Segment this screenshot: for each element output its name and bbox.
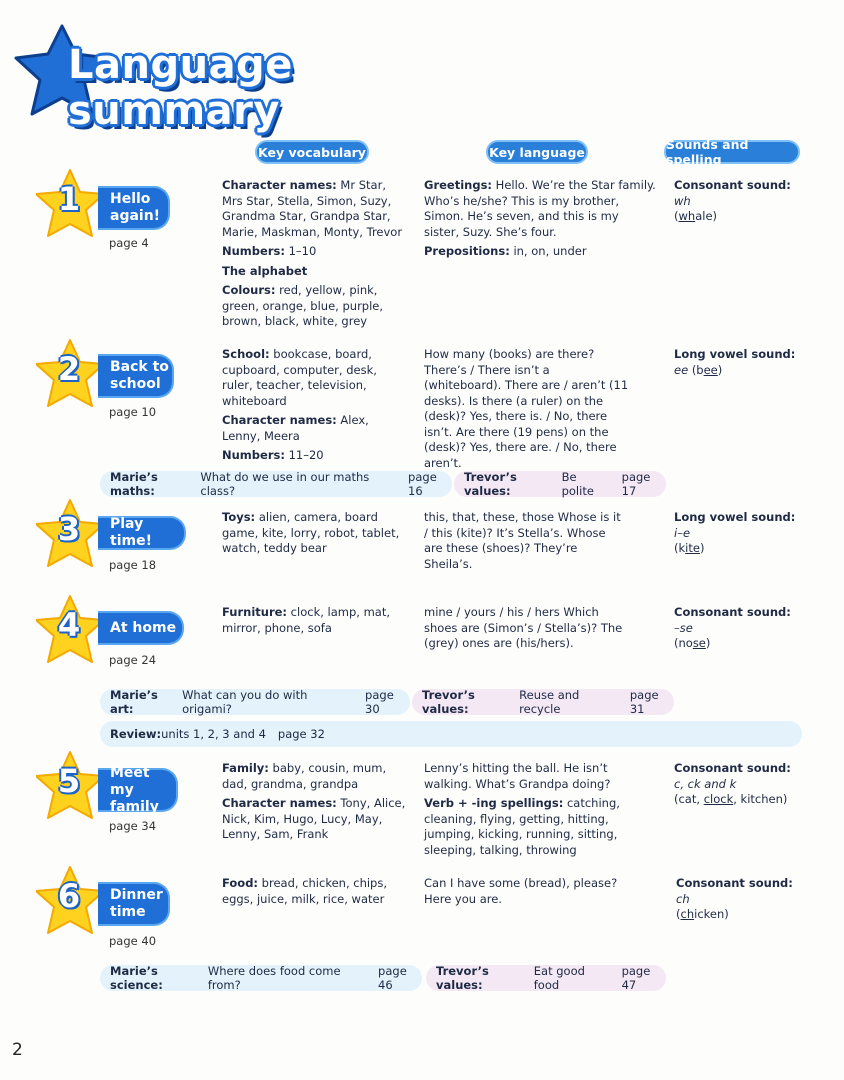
values-band[interactable] (412, 689, 674, 715)
lang-label: Verb + -ing spellings: (424, 796, 564, 810)
sound-example: (whale) (674, 209, 718, 223)
unit-language (424, 347, 629, 475)
lang-text: Hello. We’re the Star family. Who’s he/she? This is my brother, Simon. He’s seven, and this is my sister, Suzy. She’s four. (424, 178, 656, 239)
lang-label: Prepositions: (424, 244, 510, 258)
band-text: Where does food come from? (207, 964, 341, 992)
vocab-text: Tony, Alice, Nick, Kim, Hugo, Lucy, May, Lenny, Sam, Frank (222, 796, 406, 841)
band-label: Trevor’s values: (436, 964, 489, 992)
vocab-label: Character names: (222, 178, 337, 192)
unit-number: 3 (57, 510, 81, 548)
lang-text: How many (books) are there? There’s / There isn’t a (whiteboard). There are / aren’t (11 desks). Is there (a ruler) on the (desk)? Yes, there is. / No, there isn’t. Are there (19 pens) on the (desk)? Yes, there are. / No, there aren’t. (424, 347, 629, 470)
sound-symbol: c, ck and k (674, 776, 737, 791)
lang-text: in, on, under (509, 244, 587, 258)
page-number: 2 (12, 1040, 23, 1060)
unit-name-line2: again! (110, 208, 161, 224)
sound-example: (chicken) (676, 907, 729, 921)
sound-symbol: ch (676, 891, 690, 906)
sound-symbol: i–e (674, 525, 691, 540)
sound-label: Long vowel sound: (674, 510, 796, 524)
sound-example: (kite) (674, 541, 705, 555)
unit-vocab (222, 178, 407, 334)
values-band[interactable] (454, 471, 666, 497)
unit-name-tab[interactable] (98, 764, 178, 815)
unit-page-ref[interactable]: page 10 (109, 405, 157, 419)
band-text: What can you do with origami? (182, 688, 308, 716)
unit-page-ref[interactable]: page 18 (109, 558, 157, 572)
unit-sounds (674, 605, 824, 652)
band-page: page 46 (378, 964, 407, 992)
unit-name-line1: Dinner (110, 887, 163, 903)
column-key-vocabulary: Key vocabulary (255, 140, 369, 164)
vocab-text: 11–20 (284, 448, 324, 462)
band-text: What do we use in our maths class? (200, 470, 370, 498)
band-label: Trevor’s values: (464, 470, 517, 498)
vocab-text: Alex, Lenny, Meera (222, 413, 369, 443)
unit-name-line1: Back to (110, 359, 169, 375)
unit-name-tab[interactable] (98, 354, 174, 398)
unit-language (424, 510, 624, 576)
unit-number: 5 (57, 762, 81, 800)
band-text: Be polite (561, 470, 594, 498)
vocab-text: 1–10 (284, 244, 317, 258)
band-label: Marie’s maths: (110, 470, 158, 498)
vocab-text: alien, camera, board game, kite, lorry, robot, tablet, watch, teddy bear (222, 510, 400, 555)
unit-language (424, 178, 656, 264)
sound-example: (nose) (674, 636, 711, 650)
unit-vocab (222, 347, 407, 468)
sound-symbol: ee (674, 362, 689, 377)
band-label: Marie’s science: (110, 964, 163, 992)
sound-label: Consonant sound: (674, 178, 791, 192)
unit-page-ref[interactable]: page 4 (109, 236, 149, 250)
unit-name-tab[interactable] (98, 516, 186, 550)
vocab-text: Mr Star, Mrs Star, Stella, Simon, Suzy, Grandma Star, Grandpa Star, Marie, Maskman, Monty, Trevor (222, 178, 403, 239)
vocab-label: School: (222, 347, 270, 361)
band-page: page 31 (629, 688, 659, 716)
sound-label: Long vowel sound: (674, 347, 796, 361)
lang-text: this, that, these, those Whose is it / this (kite)? It’s Stella’s. Whose are these (shoes)? They’re Sheila’s. (424, 510, 621, 571)
band-page: page 32 (277, 727, 325, 741)
unit-sounds (674, 510, 824, 557)
unit-number: 1 (57, 180, 81, 218)
unit-sounds (674, 347, 824, 378)
vocab-label: Colours: (222, 283, 276, 297)
band-text: Reuse and recycle (519, 688, 580, 716)
band-text: Eat good food (533, 964, 585, 992)
unit-sounds (674, 761, 824, 808)
unit-vocab (222, 510, 402, 561)
vocab-label: Family: (222, 761, 269, 775)
unit-name-line1: Meet my (110, 764, 150, 798)
band-label: Review: (110, 727, 162, 741)
unit-vocab (222, 876, 392, 911)
vocab-label: Numbers: (222, 448, 285, 462)
vocab-label: Numbers: (222, 244, 285, 258)
sound-symbol: wh (674, 193, 691, 208)
vocab-label: Character names: (222, 796, 337, 810)
band-label: Marie’s art: (110, 688, 158, 716)
vocab-text: bookcase, board, cupboard, computer, desk, ruler, teacher, television, whiteboard (222, 347, 377, 408)
unit-number: 6 (57, 877, 81, 915)
unit-vocab (222, 761, 407, 847)
sound-label: Consonant sound: (674, 761, 791, 775)
cross-curricular-band[interactable] (100, 689, 410, 715)
unit-language (424, 761, 649, 862)
unit-language (424, 876, 624, 911)
band-page: page 16 (408, 470, 437, 498)
unit-name-tab[interactable] (98, 186, 170, 230)
vocab-text: bread, chicken, chips, eggs, juice, milk, rice, water (222, 876, 388, 906)
unit-page-ref[interactable]: page 24 (109, 653, 157, 667)
lang-text: mine / yours / his / hers Which shoes are (Simon’s / Stella’s)? The (grey) ones are (his/hers). (424, 605, 623, 650)
column-sounds-spelling: Sounds and spelling (664, 140, 800, 164)
title-banner (12, 22, 512, 134)
unit-name-line2: time (110, 904, 146, 920)
unit-page-ref[interactable]: page 40 (109, 934, 157, 948)
unit-page-ref[interactable]: page 34 (109, 819, 157, 833)
band-text: units 1, 2, 3 and 4 (161, 727, 266, 741)
unit-name-line2: family (110, 798, 159, 815)
values-band[interactable] (426, 965, 666, 991)
sound-example: (cat, clock, kitchen) (674, 792, 788, 806)
lang-text: Lenny’s hitting the ball. He isn’t walking. What’s Grandpa doing? (424, 761, 611, 791)
review-band[interactable] (100, 721, 802, 747)
lang-label: Greetings: (424, 178, 493, 192)
sound-example: ee (bee) (674, 362, 723, 377)
vocab-label: Furniture: (222, 605, 288, 619)
unit-vocab (222, 605, 397, 640)
column-key-language: Key language (486, 140, 588, 164)
band-page: page 17 (621, 470, 651, 498)
cross-curricular-band[interactable] (100, 965, 422, 991)
unit-name-tab[interactable] (98, 882, 170, 926)
band-page: page 30 (365, 688, 394, 716)
cross-curricular-band[interactable] (100, 471, 452, 497)
band-label: Trevor’s values: (422, 688, 475, 716)
unit-name-line1: Play time! (110, 516, 152, 549)
unit-language (424, 605, 624, 656)
lang-text: catching, cleaning, flying, getting, hitting, jumping, kicking, running, sitting, sleeping, talking, throwing (424, 796, 620, 857)
lang-text: Can I have some (bread), please? Here you are. (424, 876, 618, 906)
unit-name-line1: At home (110, 619, 177, 636)
vocab-text: baby, cousin, mum, dad, grandma, grandpa (222, 761, 387, 791)
unit-name-line1: Hello (110, 191, 151, 207)
vocab-text: clock, lamp, mat, mirror, phone, sofa (222, 605, 391, 635)
band-page: page 47 (621, 964, 651, 992)
unit-name-tab[interactable] (98, 611, 184, 645)
sound-symbol: –se (674, 620, 693, 635)
unit-sounds (676, 876, 826, 923)
vocab-label: Toys: (222, 510, 256, 524)
vocab-label: The alphabet (222, 263, 308, 278)
page-title: Language summary (68, 42, 293, 134)
sound-label: Consonant sound: (676, 876, 793, 890)
unit-sounds (674, 178, 824, 225)
vocab-label: Character names: (222, 413, 337, 427)
vocab-text: red, yellow, pink, green, orange, blue, purple, brown, black, white, grey (222, 283, 384, 328)
sound-label: Consonant sound: (674, 605, 791, 619)
unit-name-line2: school (110, 376, 161, 392)
unit-number: 4 (57, 606, 81, 644)
unit-number: 2 (57, 350, 81, 388)
vocab-label: Food: (222, 876, 259, 890)
